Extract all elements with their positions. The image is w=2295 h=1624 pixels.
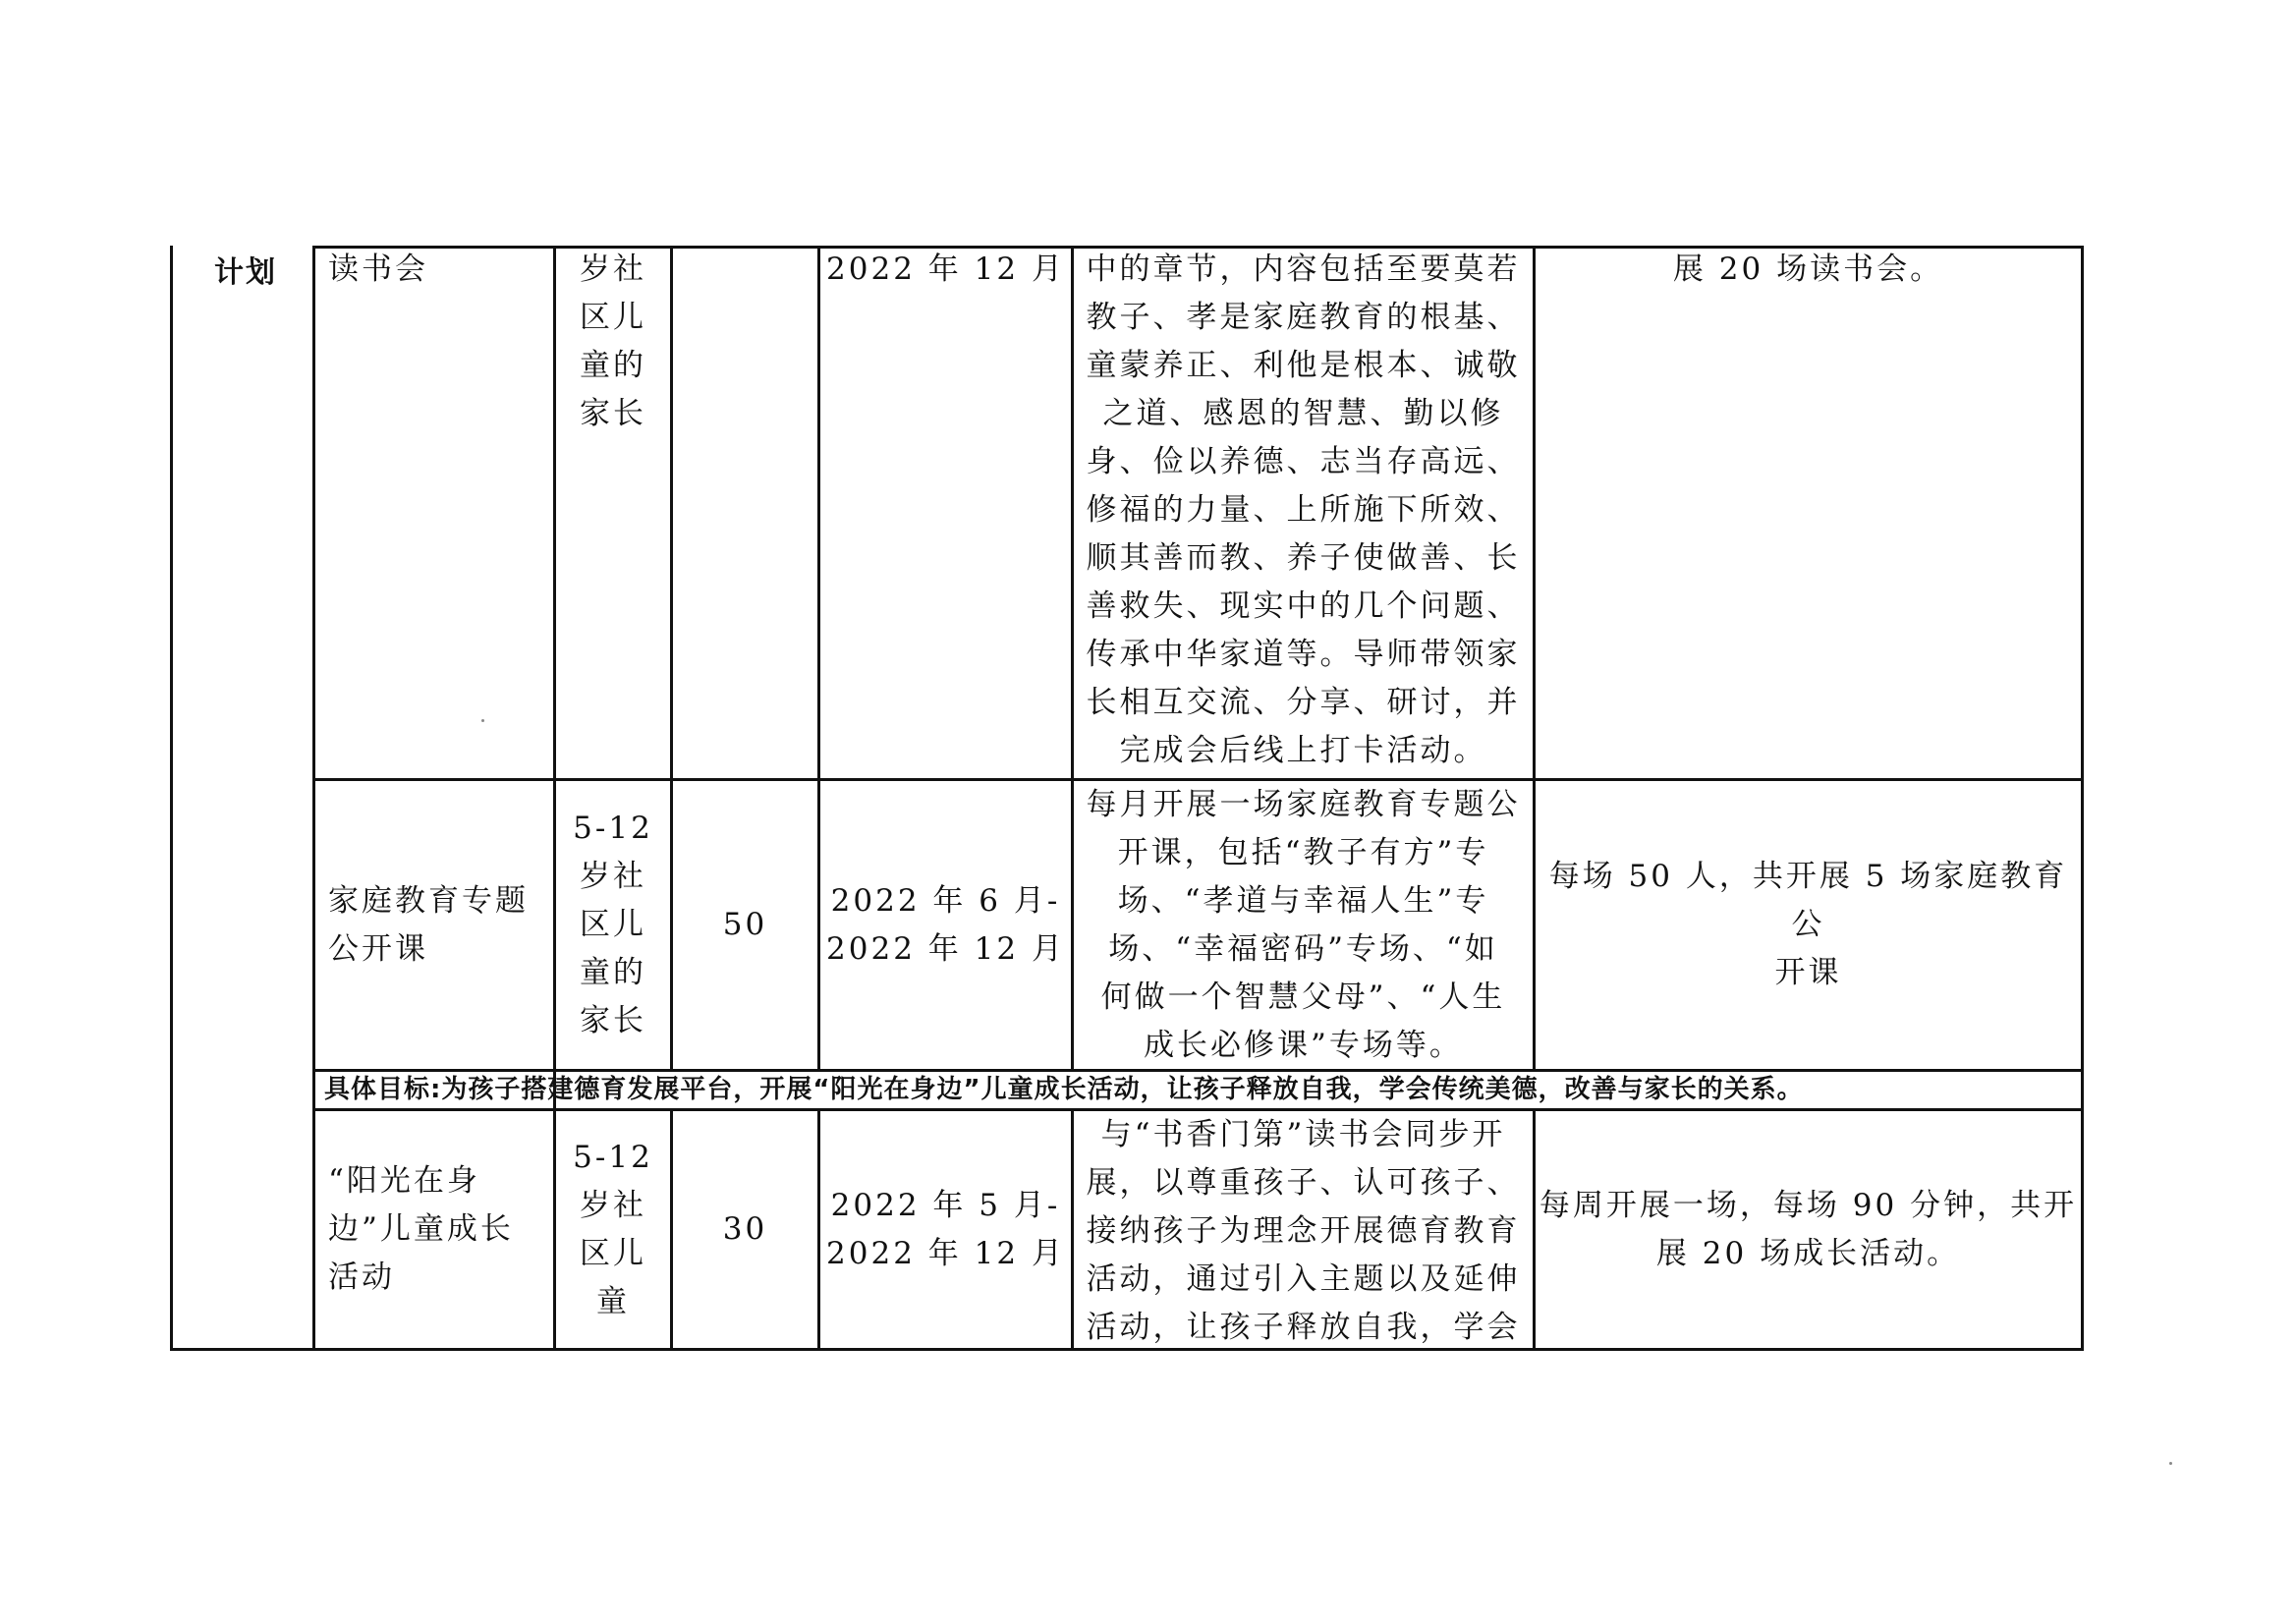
- row2-time-text: 2022 年 6 月- 2022 年 12 月: [826, 882, 1065, 967]
- row2-content-text: 每月开展一场家庭教育专题公 开课，包括“教子有方”专 场、“孝道与幸福人生”专 场、“幸福密码”专场、“如 何做一个智慧父母”、“人生 成长必修课”专场等。: [1086, 786, 1521, 1063]
- row2-count: [673, 781, 817, 1069]
- row2-project-text: 家庭教育专题 公开课: [328, 882, 529, 967]
- row2-time: [820, 781, 1071, 1069]
- row3-count: [673, 1111, 817, 1348]
- row3-note-text: 每周开展一场，每场 90 分钟，共开 展 20 场成长活动。: [1539, 1187, 2078, 1271]
- table-col-line-1: [312, 246, 315, 1351]
- row2-target: [556, 781, 670, 1069]
- table-border-right: [2081, 246, 2084, 1351]
- row3-project-text: “阳光在身 边”儿童成长 活动: [328, 1163, 514, 1295]
- row1-project: 读书会: [328, 252, 428, 287]
- specific-goal-row: 具体目标:为孩子搭建德育发展平台，开展“阳光在身边”儿童成长活动，让孩子释放自我，学会传统美德，改善与家长的关系。: [324, 1075, 1804, 1104]
- side-label: 计划: [214, 255, 277, 290]
- row1-note: 展 20 场读书会。: [1672, 252, 1944, 287]
- row3-content: 与“书香门第”读书会同步开 展，以尊重孩子、认可孩子、 接纳孩子为理念开展德育教育 活动，通过引入主题以及延伸 活动，让孩子释放自我，学会: [1086, 1117, 1521, 1345]
- row3-time: [820, 1111, 1071, 1348]
- row2-count-text: 50: [722, 907, 768, 942]
- row2-note: [1536, 781, 2081, 1069]
- scan-speck: [2169, 1462, 2172, 1465]
- row3-project: [328, 1111, 549, 1348]
- scan-speck: [481, 719, 484, 722]
- row3-count-text: 30: [722, 1211, 768, 1247]
- row3-target-text: 5-12 岁社 区儿 童: [573, 1139, 653, 1319]
- row1-content: 中的章节，内容包括至要莫若 教子、孝是家庭教育的根基、 童蒙养正、利他是根本、诚敬 之道、感恩的智慧、勤以修 身、俭以养德、志当存高远、 修福的力量、上所施下所效、 顺其善而教、养子使做善、长 善救失、现实中的几个问题、 传承中华家道等。导师带领家 长相互交流、分享、研讨，并 完成会后线上打卡活动。: [1086, 252, 1521, 768]
- row2-project: [328, 781, 549, 1069]
- row2-content: [1074, 781, 1533, 1069]
- row3-target: [556, 1111, 670, 1348]
- table-border-left: [170, 246, 173, 1351]
- row3-note: [1536, 1111, 2081, 1348]
- row2-note-text: 每场 50 人，共开展 5 场家庭教育公 开课: [1548, 859, 2068, 990]
- row3-time-text: 2022 年 5 月- 2022 年 12 月: [826, 1187, 1065, 1271]
- row1-target: 岁社 区儿 童的 家长: [580, 252, 646, 431]
- table-bottom-line: [170, 1348, 2084, 1351]
- row1-time: 2022 年 12 月: [826, 252, 1065, 287]
- row2-target-text: 5-12 岁社 区儿 童的 家长: [573, 811, 653, 1038]
